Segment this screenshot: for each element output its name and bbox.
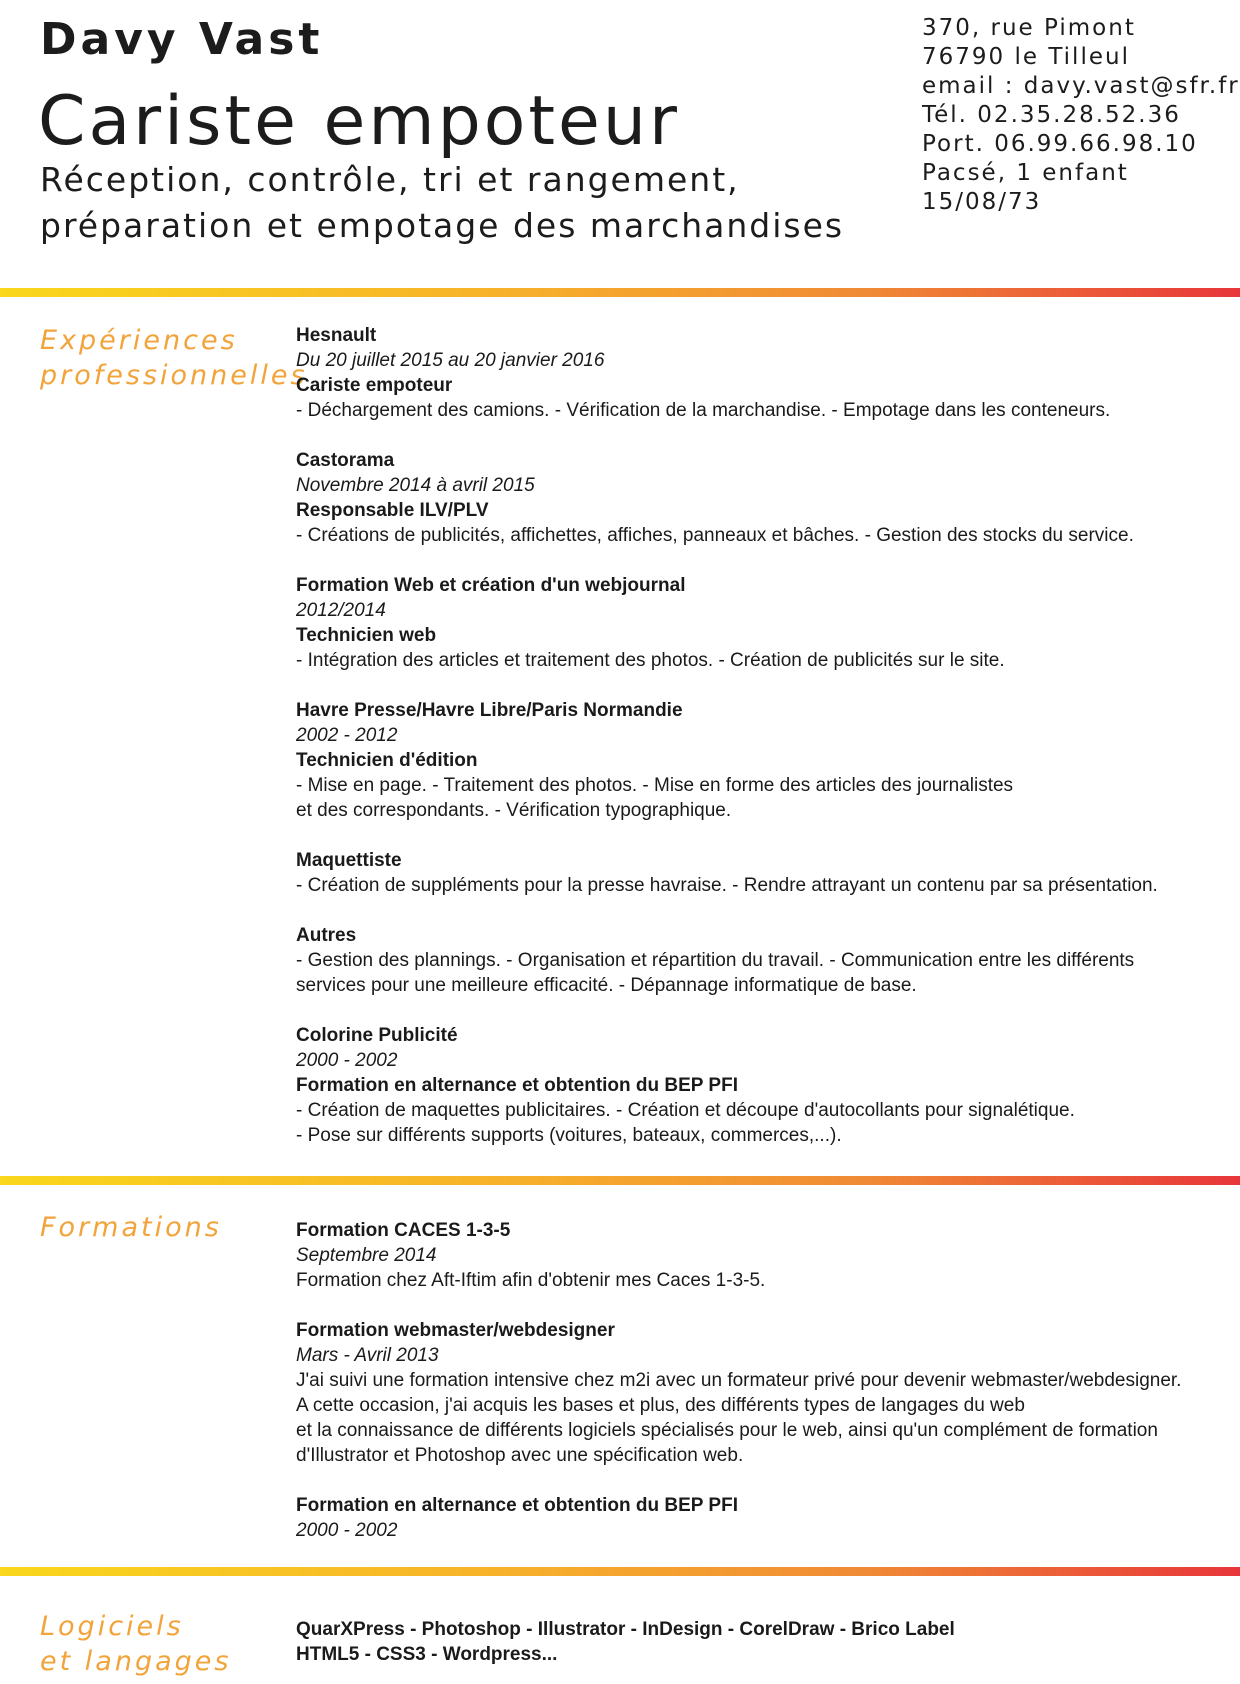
experience-company: Castorama (296, 450, 395, 471)
experience-description: - Intégration des articles et traitement des photos. - Création de publicités sur le site. (296, 650, 1005, 671)
experience-date: Du 20 juillet 2015 au 20 janvier 2016 (296, 350, 605, 371)
software-list (296, 1617, 1226, 1667)
experience-description: - Gestion des plannings. - Organisation et répartition du travail. - Communication entre les différents (296, 950, 1135, 971)
experience-description: services pour une meilleure efficacité. - Dépannage informatique de base. (296, 975, 917, 996)
section-title-line: professionnelles (40, 360, 308, 391)
experience-role: Formation en alternance et obtention du BEP PFI (296, 1075, 738, 1096)
experience-description: - Mise en page. - Traitement des photos. - Mise en forme des articles des journalistes (296, 775, 1014, 796)
experience-entry (296, 448, 1226, 548)
experience-role: Technicien d'édition (296, 750, 478, 771)
candidate-name: Davy Vast (40, 14, 324, 65)
experiences-list (296, 323, 1226, 1148)
formation-description: A cette occasion, j'ai acquis les bases et plus, des différents types de langages du web (296, 1395, 1025, 1416)
experience-entry (296, 848, 1226, 898)
experience-company: Maquettiste (296, 850, 402, 871)
experience-description: - Créations de publicités, affichettes, affiches, panneaux et bâches. - Gestion des stocks du service. (296, 525, 1134, 546)
section-title-line: Expériences (40, 325, 238, 356)
formations-list (296, 1218, 1226, 1543)
section-divider (0, 1567, 1240, 1576)
contact-family-status: Pacsé, 1 enfant (922, 160, 1129, 186)
experience-company: Formation Web et création d'un webjournal (296, 575, 686, 596)
subtitle-line: Réception, contrôle, tri et rangement, (40, 160, 740, 199)
contact-birthdate: 15/08/73 (922, 189, 1042, 215)
experience-role: Responsable ILV/PLV (296, 500, 489, 521)
contact-address: 370, rue Pimont (922, 15, 1136, 41)
experience-company: Havre Presse/Havre Libre/Paris Normandie (296, 700, 683, 721)
contact-mobile: Port. 06.99.66.98.10 (922, 131, 1198, 157)
subtitle-line: préparation et empotage des marchandises (40, 206, 845, 245)
formation-date: 2000 - 2002 (296, 1520, 398, 1541)
experience-entry (296, 573, 1226, 673)
logiciels-section-title (40, 1609, 231, 1679)
software-line: QuarXPress - Photoshop - Illustrator - InDesign - CorelDraw - Brico Label (296, 1619, 955, 1640)
experience-date: 2000 - 2002 (296, 1050, 398, 1071)
experience-description: et des correspondants. - Vérification typographique. (296, 800, 732, 821)
experience-entry (296, 1023, 1226, 1148)
section-divider (0, 1176, 1240, 1185)
formation-description: et la connaissance de différents logiciels spécialisés pour le web, ainsi qu'un complément de formation (296, 1420, 1158, 1441)
formation-description: Formation chez Aft-Iftim afin d'obtenir mes Caces 1-3-5. (296, 1270, 766, 1291)
experiences-section-title (40, 323, 308, 393)
section-title-line: Logiciels (40, 1611, 184, 1642)
experience-entry (296, 923, 1226, 998)
experience-description: - Création de maquettes publicitaires. - Création et découpe d'autocollants pour signalétique. (296, 1100, 1075, 1121)
job-subtitle (40, 157, 860, 249)
experience-description: - Création de suppléments pour la presse havraise. - Rendre attrayant un contenu par sa présentation. (296, 875, 1158, 896)
experience-company: Colorine Publicité (296, 1025, 458, 1046)
formation-date: Mars - Avril 2013 (296, 1345, 439, 1366)
contact-block (922, 14, 1240, 217)
experience-date: 2002 - 2012 (296, 725, 398, 746)
contact-phone: Tél. 02.35.28.52.36 (922, 102, 1181, 128)
formation-title: Formation webmaster/webdesigner (296, 1320, 615, 1341)
formation-description: d'Illustrator et Photoshop avec une spécification web. (296, 1445, 744, 1466)
contact-email: email : davy.vast@sfr.fr (922, 73, 1240, 99)
experience-entry (296, 323, 1226, 423)
experience-date: Novembre 2014 à avril 2015 (296, 475, 535, 496)
formation-entry (296, 1218, 1226, 1293)
experience-description: - Déchargement des camions. - Vérification de la marchandise. - Empotage dans les conteneurs. (296, 400, 1111, 421)
section-divider (0, 288, 1240, 297)
formation-title: Formation CACES 1-3-5 (296, 1220, 511, 1241)
experience-entry (296, 698, 1226, 823)
experience-company: Autres (296, 925, 357, 946)
contact-city: 76790 le Tilleul (922, 44, 1130, 70)
section-title-line: et langages (40, 1646, 232, 1677)
experience-role: Technicien web (296, 625, 437, 646)
software-line: HTML5 - CSS3 - Wordpress... (296, 1644, 558, 1665)
formation-description: J'ai suivi une formation intensive chez m2i avec un formateur privé pour devenir webmaster/webdesigner. (296, 1370, 1182, 1391)
experience-date: 2012/2014 (296, 600, 386, 621)
formations-section-title (40, 1210, 222, 1245)
experience-role: Cariste empoteur (296, 375, 453, 396)
experience-company: Hesnault (296, 325, 377, 346)
formation-date: Septembre 2014 (296, 1245, 437, 1266)
formation-entry (296, 1318, 1226, 1468)
formation-title: Formation en alternance et obtention du BEP PFI (296, 1495, 738, 1516)
experience-description: - Pose sur différents supports (voitures, bateaux, commerces,...). (296, 1125, 842, 1146)
section-title-line: Formations (40, 1212, 222, 1243)
job-title: Cariste empoteur (38, 82, 680, 161)
formation-entry (296, 1493, 1226, 1543)
